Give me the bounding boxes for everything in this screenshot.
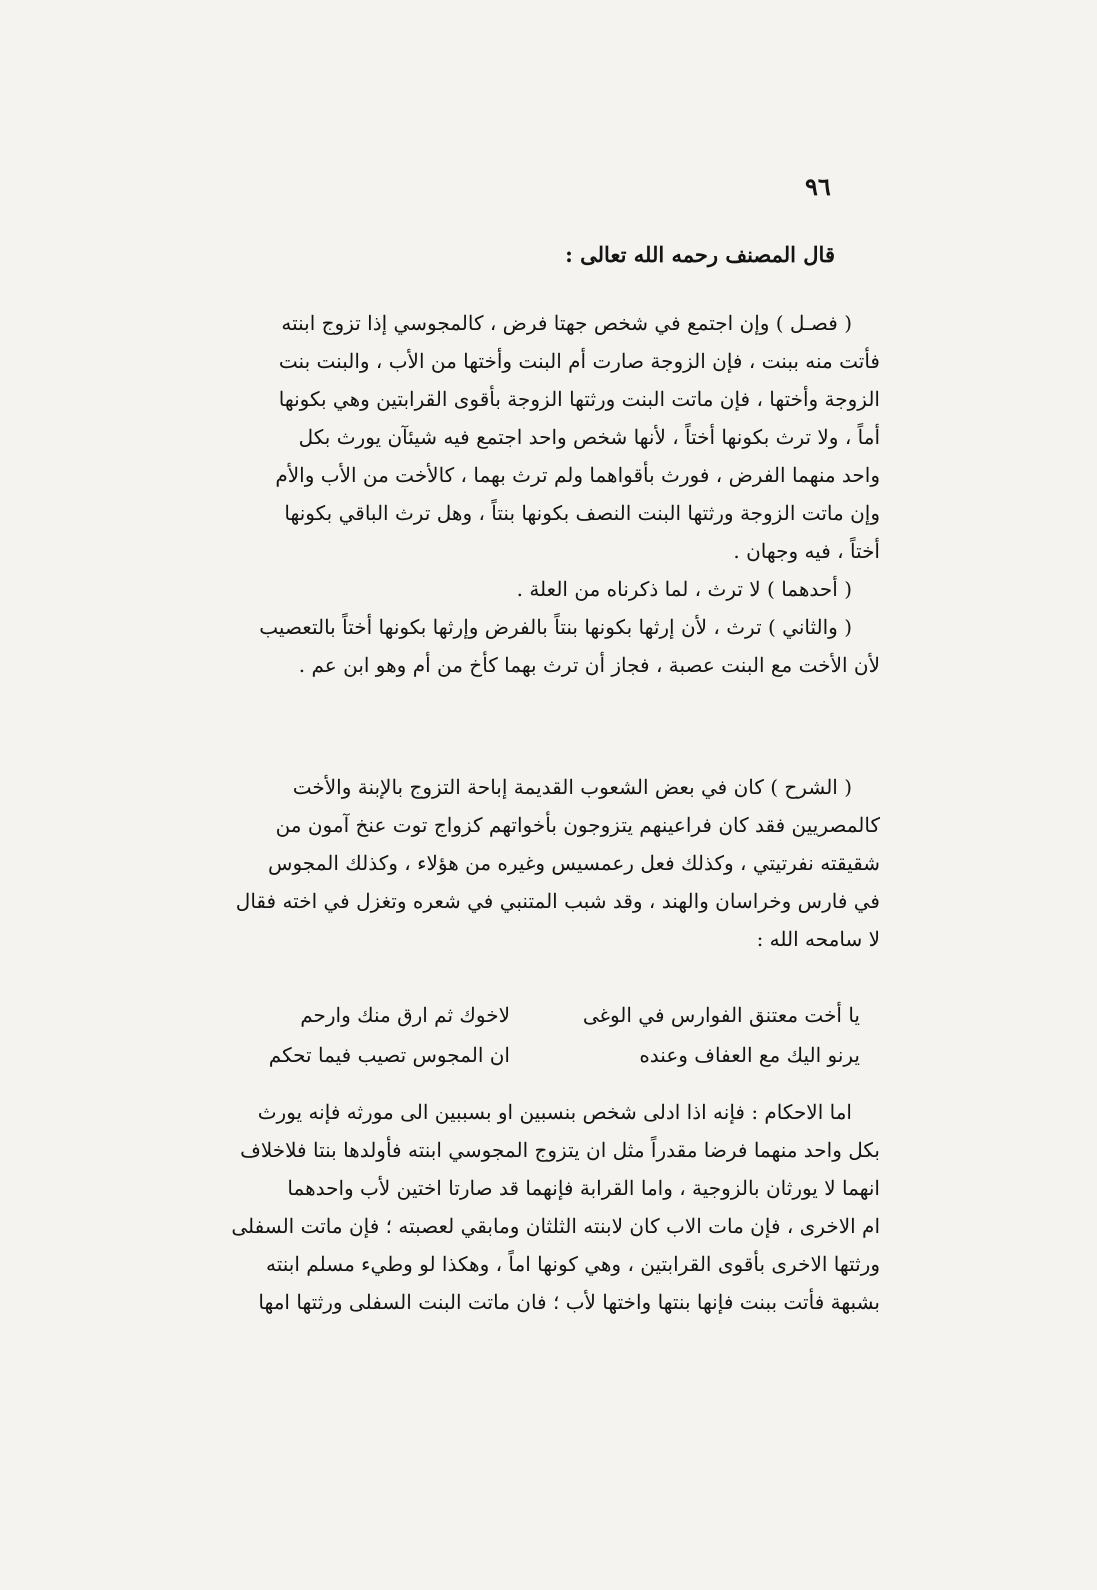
text-line: في فارس وخراسان والهند ، وقد شبب المتنبي في شعره وتغزل في اخته فقال xyxy=(235,889,880,913)
text-line: بكل واحد منهما فرضا مقدراً مثل ان يتزوج المجوسي ابنته فأولدها بنتا فلاخلاف xyxy=(240,1138,880,1162)
page-number: ٩٦ xyxy=(805,172,831,201)
text-line: أماً ، ولا ترث بكونها أختاً ، لأنها شخص واحد اجتمع فيه شيئآن يورث بكل xyxy=(298,425,880,449)
text-line: لأن الأخت مع البنت عصبة ، فجاز أن ترث بهما كأخ من أم وهو ابن عم . xyxy=(298,653,880,677)
poem-hemistich: يا أخت معتنق الفوارس في الوغى xyxy=(582,1003,860,1027)
text-line: ( والثاني ) ترث ، لأن إرثها بكونها بنتاً بالفرض وإرثها بكونها أختاً بالتعصيب xyxy=(259,615,852,639)
poem xyxy=(200,995,860,1075)
text-line: الزوجة وأختها ، فإن ماتت البنت ورثتها الزوجة بأقوى القرابتين وهي بكونها xyxy=(278,387,880,411)
poem-verse xyxy=(200,995,860,1035)
text-line: أختاً ، فيه وجهان . xyxy=(733,539,880,563)
text-line: كالمصريين فقد كان فراعينهم يتزوجون بأخواتهم كزواج توت عنخ آمون من xyxy=(275,813,880,837)
poem-hemistich: لاخوك ثم ارق منك وارحم xyxy=(300,1003,510,1027)
text-line: لا سامحه الله : xyxy=(756,927,880,951)
text-line: وإن ماتت الزوجة ورثتها البنت النصف بكونها بنتاً ، وهل ترث الباقي بكونها xyxy=(284,501,880,525)
author-heading: قال المصنف رحمه الله تعالى : xyxy=(565,242,835,267)
poem-hemistich: يرنو اليك مع العفاف وعنده xyxy=(639,1043,860,1067)
text-line: انهما لا يورثان بالزوجية ، واما القرابة فإنهما قد صارتا اختين لأب واحدهما xyxy=(287,1176,880,1200)
text-line: بشبهة فأتت ببنت فإنها بنتها واختها لأب ؛ فان ماتت البنت السفلى ورثتها امها xyxy=(258,1290,880,1314)
text-line: ( فصـل ) وإن اجتمع في شخص جهتا فرض ، كالمجوسي إذا تزوج ابنته xyxy=(281,311,852,335)
text-line: ( أحدهما ) لا ترث ، لما ذكرناه من العلة . xyxy=(516,577,852,601)
text-line: ام الاخرى ، فإن مات الاب كان لابنته الثلثان ومابقي لعصبته ؛ فإن ماتت السفلى xyxy=(231,1214,880,1238)
text-line: فأتت منه ببنت ، فإن الزوجة صارت أم البنت وأختها من الأب ، والبنت بنت xyxy=(278,349,880,373)
text-line: واحد منهما الفرض ، فورث بأقواهما ولم ترث بهما ، كالأخت من الأب والأم xyxy=(275,463,880,487)
rulings-section xyxy=(170,1093,880,1321)
text-line: شقيقته نفرتيتي ، وكذلك فعل رعمسيس وغيره من هؤلاء ، وكذلك المجوس xyxy=(268,851,880,875)
poem-hemistich: ان المجوس تصيب فيما تحكم xyxy=(268,1043,510,1067)
chapter-section xyxy=(170,304,880,684)
poem-verse xyxy=(200,1035,860,1075)
text-line: اما الاحكام : فإنه اذا ادلى شخص بنسبين او بسببين الى مورثه فإنه يورث xyxy=(257,1100,852,1124)
commentary-section xyxy=(170,768,880,958)
text-line: ورثتها الاخرى بأقوى القرابتين ، وهي كونها اماً ، وهكذا لو وطيء مسلم ابنته xyxy=(266,1252,880,1276)
text-line: ( الشرح ) كان في بعض الشعوب القديمة إباحة التزوج بالإبنة والأخت xyxy=(292,775,852,799)
